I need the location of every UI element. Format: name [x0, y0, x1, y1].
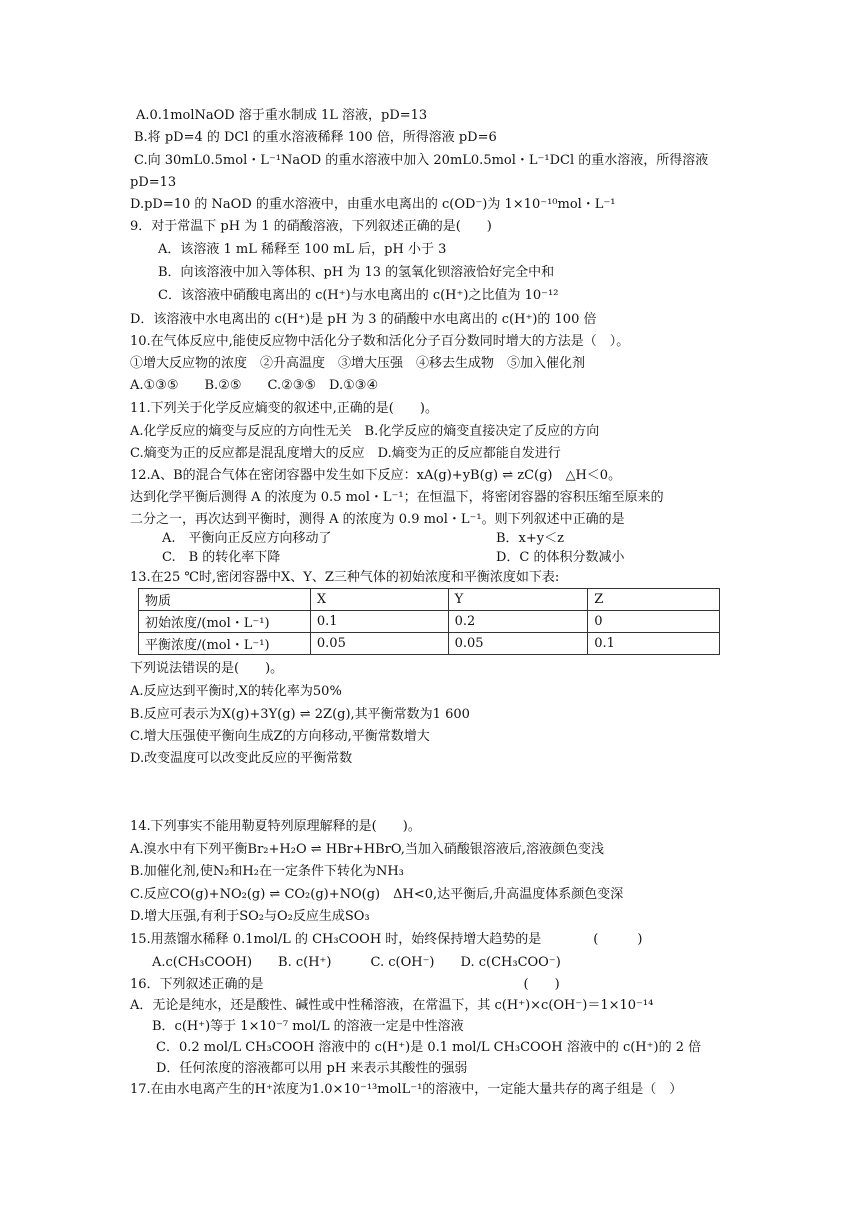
q17-stem: 17.在由水电离产生的H⁺浓度为1.0×10⁻¹³molL⁻¹的溶液中，一定能大量共存的离子组是（ ） — [130, 1082, 683, 1097]
q11-options-ab: A.化学反应的熵变与反应的方向性无关 B.化学反应的熵变直接决定了反应的方向 — [130, 424, 600, 439]
q8-option-d: D.pD=10 的 NaOD 的重水溶液中，由重水电离出的 c(OD⁻)为 1×10⁻¹⁰mol・L⁻¹ — [130, 197, 616, 212]
q13-stem: 13.在25 ℃时,密闭容器中X、Y、Z三种气体的初始浓度和平衡浓度如下表: — [130, 570, 560, 585]
q12-stem-3: 二分之一，再次达到平衡时，测得 A 的浓度为 0.9 mol・L⁻¹。则下列叙述中正确的是 — [130, 512, 625, 527]
q11-stem: 11.下列关于化学反应熵变的叙述中,正确的是( )。 — [130, 401, 438, 416]
q13-option-d: D.改变温度可以改变此反应的平衡常数 — [130, 751, 353, 766]
q16-option-a: A．无论是纯水，还是酸性、碱性或中性稀溶液，在常温下，其 c(H⁺)×c(OH⁻)＝1×10⁻¹⁴ — [130, 998, 654, 1013]
q8-option-b: B.将 pD=4 的 DCl 的重水溶液稀释 100 倍，所得溶液 pD=6 — [134, 130, 497, 145]
q15-stem: 15.用蒸馏水稀释 0.1mol/L 的 CH₃COOH 时，始终保持增大趋势的是 ( ) — [130, 932, 643, 947]
table-cell: 0.05 — [310, 633, 448, 655]
q13-option-a: A.反应达到平衡时,X的转化率为50% — [130, 684, 342, 699]
q9-option-c: C．该溶液中硝酸电离出的 c(H⁺)与水电离出的 c(H⁺)之比值为 10⁻¹² — [158, 288, 559, 303]
table-header-row — [139, 589, 720, 611]
table-row — [139, 633, 720, 655]
q12-stem: 12.A、B的混合气体在密闭容器中发生如下反应：xA(g)+yB(g) ⇌ zC(g) △H＜0。 — [130, 468, 622, 483]
q14-option-d: D.增大压强,有利于SO₂与O₂反应生成SO₃ — [130, 909, 370, 924]
q9-option-b: B．向该溶液中加入等体积、pH 为 13 的氢氧化钡溶液恰好完全中和 — [158, 265, 555, 280]
q13-option-c: C.增大压强使平衡向生成Z的方向移动,平衡常数增大 — [130, 729, 430, 744]
table-cell: 平衡浓度/(mol・L⁻¹) — [139, 633, 311, 655]
q13-prompt: 下列说法错误的是( )。 — [130, 661, 284, 676]
q9-option-a: A．该溶液 1 mL 稀释至 100 mL 后，pH 小于 3 — [158, 242, 447, 257]
q12-option-b: B．x+y＜z — [496, 531, 564, 546]
q16-option-d: D．任何浓度的溶液都可以用 pH 来表示其酸性的强弱 — [156, 1061, 468, 1076]
q16-stem: 16．下列叙述正确的是 ( ) — [130, 977, 560, 992]
q12-option-d: D．C 的体积分数减小 — [496, 550, 625, 565]
table-cell: X — [310, 589, 448, 611]
q15-options: A.c(CH₃COOH) B. c(H⁺) C. c(OH⁻) D. c(CH₃COO⁻) — [152, 955, 561, 970]
q8-option-c-cont: pD=13 — [130, 175, 177, 190]
q9-option-d: D．该溶液中水电离出的 c(H⁺)是 pH 为 3 的硝酸中水电离出的 c(H⁺)的 100 倍 — [130, 312, 597, 327]
table-cell: Y — [448, 589, 588, 611]
q10-choices: ①增大反应物的浓度 ②升高温度 ③增大压强 ④移去生成物 ⑤加入催化剂 — [130, 356, 586, 371]
q9-stem: 9．对于常温下 pH 为 1 的硝酸溶液，下列叙述正确的是( ) — [130, 219, 492, 234]
q13-option-b: B.反应可表示为X(g)+3Y(g) ⇌ 2Z(g),其平衡常数为1 600 — [130, 707, 470, 722]
table-cell: 0.1 — [310, 611, 448, 633]
q12-stem-2: 达到化学平衡后测得 A 的浓度为 0.5 mol・L⁻¹；在恒温下，将密闭容器的容积压缩至原来的 — [130, 490, 664, 505]
q12-option-c: C. B 的转化率下降 — [162, 550, 281, 565]
table-cell: 物质 — [139, 589, 311, 611]
concentration-table — [138, 588, 720, 655]
q8-option-a: A.0.1molNaOD 溶于重水制成 1L 溶液，pD=13 — [136, 108, 428, 123]
table-cell: 初始浓度/(mol・L⁻¹) — [139, 611, 311, 633]
table-row — [139, 611, 720, 633]
table-cell: 0 — [588, 611, 720, 633]
q14-stem: 14.下列事实不能用勒夏特列原理解释的是( )。 — [130, 819, 421, 834]
q10-options: A.①③⑤ B.②⑤ C.②③⑤ D.①③④ — [130, 378, 379, 393]
q11-options-cd: C.熵变为正的反应都是混乱度增大的反应 D.熵变为正的反应都能自发进行 — [130, 446, 561, 461]
q12-option-a: A. 平衡向正反应方向移动了 — [162, 531, 332, 546]
q14-option-c: C.反应CO(g)+NO₂(g) ⇌ CO₂(g)+NO(g) ΔH<0,达平衡后,升高温度体系颜色变深 — [130, 887, 624, 902]
q14-option-a: A.溴水中有下列平衡Br₂+H₂O ⇌ HBr+HBrO,当加入硝酸银溶液后,溶液颜色变浅 — [130, 842, 605, 857]
table-cell: 0.1 — [588, 633, 720, 655]
table-cell: Z — [588, 589, 720, 611]
table-cell: 0.05 — [448, 633, 588, 655]
q10-stem: 10.在气体反应中,能使反应物中活化分子数和活化分子百分数同时增大的方法是（ ）。 — [130, 334, 630, 349]
table-cell: 0.2 — [448, 611, 588, 633]
q14-option-b: B.加催化剂,使N₂和H₂在一定条件下转化为NH₃ — [130, 864, 404, 879]
q16-option-c: C．0.2 mol/L CH₃COOH 溶液中的 c(H⁺)是 0.1 mol/L CH₃COOH 溶液中的 c(H⁺)的 2 倍 — [156, 1040, 702, 1055]
q8-option-c: C.向 30mL0.5mol・L⁻¹NaOD 的重水溶液中加入 20mL0.5mol・L⁻¹DCl 的重水溶液，所得溶液 — [134, 153, 709, 168]
q16-option-b: B．c(H⁺)等于 1×10⁻⁷ mol/L 的溶液一定是中性溶液 — [152, 1019, 464, 1034]
